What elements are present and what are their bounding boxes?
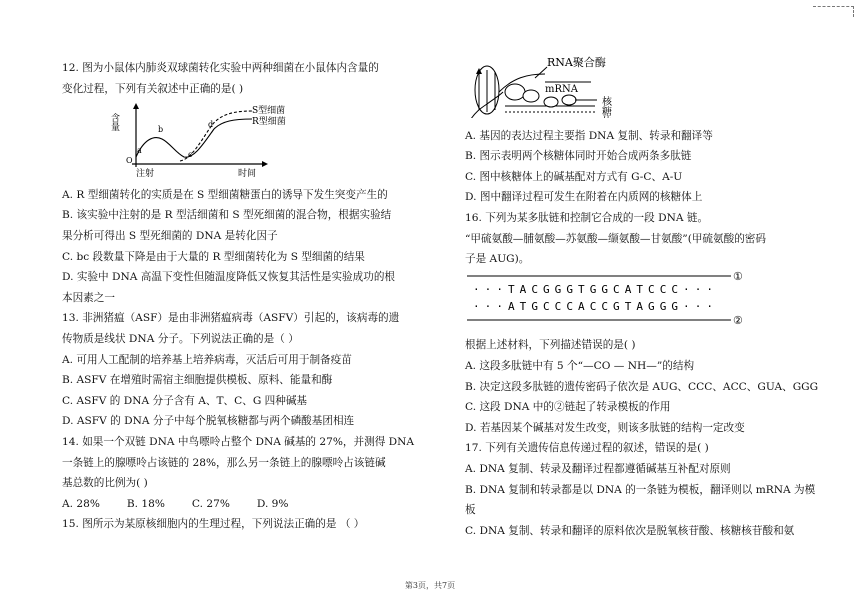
q14-stem-line3: 基总数的比例为( ) — [62, 477, 148, 490]
q16-option-c: C. 这段 DNA 中的②链起了转录模板的作用 — [465, 401, 671, 414]
q13-option-d: D. ASFV 的 DNA 分子中每个脱氧核糖都与两个磷酸基团相连 — [62, 415, 355, 428]
q16-stem-line1: 16. 下列为某多肽链和控制它合成的一段 DNA 链。 — [465, 211, 709, 224]
q13-stem-line1: 13. 非洲猪瘟（ASF）是由非洲猪瘟病毒（ASFV）引起的，该病毒的遗 — [62, 312, 400, 325]
left-column — [62, 58, 415, 535]
q12-stem-line1: 12. 图为小鼠体内肺炎双球菌转化实验中两种细菌在小鼠体内含量的 — [62, 62, 379, 74]
curve-label-a: a — [137, 146, 142, 156]
q17-option-b-line2: 板 — [465, 504, 476, 517]
q16-stem-line2: “甲硫氨酸—脯氨酸—苏氨酸—缬氨酸—甘氨酸”(甲硫氨酸的密码 — [465, 232, 766, 245]
q13-stem-line2: 传物质是线状 DNA 分子。下列说法正确的是（ ） — [62, 332, 299, 345]
q13-option-c: C. ASFV 的 DNA 分子含有 A、T、C、G 四种碱基 — [62, 394, 308, 407]
transcription-translation-figure — [465, 52, 765, 118]
q15-option-c: C. 图中核糖体上的碱基配对方式有 G-C、A-U — [465, 170, 683, 183]
dna-sequence-top: ···TACGGGTGGCATCCC··· — [473, 282, 713, 296]
q16-stem-line4: 根据上述材料，下列描述错误的是( ) — [465, 339, 636, 352]
q12-option-d-line2: 本因素之一 — [62, 291, 115, 304]
dna-sequence-bottom: ···ATGCCCACCGTAGGG··· — [473, 299, 713, 313]
q14-stem-line2: 一条链上的腺嘌呤占该链的 28%，那么另一条链上的腺嘌呤占该链碱 — [62, 456, 386, 469]
q17-option-c: C. DNA 复制、转录和翻译的原料依次是脱氧核苷酸、核糖核苷酸和氨 — [465, 524, 795, 537]
q15-stem: 15. 图所示为某原核细胞内的生理过程，下列说法正确的是 （ ） — [62, 518, 365, 531]
bacteria-growth-graph — [62, 99, 362, 177]
q16-option-a: A. 这段多肽链中有 5 个“—CO — NH—”的结构 — [465, 359, 695, 372]
mrna-label: mRNA — [545, 84, 578, 95]
strand-1-marker: ① — [733, 269, 743, 283]
r-curve-label: R型细菌 — [252, 117, 286, 128]
q15-option-b: B. 图示表明两个核糖体同时开始合成两条多肽链 — [465, 150, 692, 163]
q16-stem-line3: 子是 AUG)。 — [465, 253, 530, 266]
q12-option-d-line1: D. 实验中 DNA 高温下变性但随温度降低又恢复其活性是实验成功的根 — [62, 271, 396, 284]
q14-stem-line1: 14. 如果一个双链 DNA 中鸟嘌呤占整个 DNA 碱基的 27%，并测得 DNA — [62, 435, 415, 448]
q17-option-b-line1: B. DNA 复制和转录都是以 DNA 的一条链为模板，翻译则以 mRNA 为模 — [465, 483, 816, 496]
q12-option-b-line2: 果分析可得出 S 型死细菌的 DNA 是转化因子 — [62, 229, 278, 242]
curve-label-d: d — [208, 120, 214, 130]
q12-option-b-line1: B. 该实验中注射的是 R 型活细菌和 S 型死细菌的混合物，根据实验结 — [62, 209, 392, 222]
s-curve-label: S型细菌 — [252, 106, 286, 117]
q13-option-a: A. 可用人工配制的培养基上培养病毒，灭活后可用于制备疫苗 — [62, 353, 352, 366]
q17-option-a: A. DNA 复制、转录及翻译过程都遵循碱基互补配对原则 — [465, 462, 731, 475]
curve-label-b: b — [158, 125, 164, 135]
x-axis-right-label: 时间 — [238, 169, 257, 178]
q14-options: A. 28% B. 18% C. 27% D. 9% — [62, 497, 289, 510]
strand-2-marker: ② — [733, 313, 743, 327]
origin-label: O — [126, 156, 133, 166]
q12-stem-line2: 变化过程，下列有关叙述中正确的是( ) — [62, 82, 244, 95]
q13-option-b: B. ASFV 在增殖时需宿主细胞提供模板、原料、能量和酶 — [62, 374, 333, 387]
y-axis-label: 含量 — [109, 113, 119, 132]
q16-option-b: B. 决定这段多肽链的遗传密码子依次是 AUG、CCC、ACC、GUA、GGG — [465, 380, 819, 393]
ribosome-label: 核糖体 — [599, 96, 611, 118]
q17-stem: 17. 下列有关遗传信息传递过程的叙述，错误的是( ) — [465, 442, 709, 455]
dna-strands-figure — [465, 270, 765, 328]
right-column — [465, 52, 819, 541]
corner-frame — [813, 6, 854, 17]
rna-polymerase-label: RNA聚合酶 — [547, 56, 606, 69]
q15-option-d: D. 图中翻译过程可发生在附着在内质网的核糖体上 — [465, 191, 703, 204]
q16-option-d: D. 若基因某个碱基对发生改变，则该多肽链的结构一定改变 — [465, 421, 745, 434]
curve-label-c: c — [188, 150, 193, 160]
q12-option-a: A. R 型细菌转化的实质是在 S 型细菌糖蛋白的诱导下发生突变产生的 — [62, 188, 388, 201]
x-axis-left-label: 注射 — [136, 169, 155, 178]
page-footer: 第3页，共7页 — [404, 581, 456, 590]
q12-option-c: C. bc 段数量下降是由于大量的 R 型细菌转化为 S 型细菌的结果 — [62, 250, 365, 263]
q15-option-a: A. 基因的表达过程主要指 DNA 复制、转录和翻译等 — [465, 129, 713, 142]
